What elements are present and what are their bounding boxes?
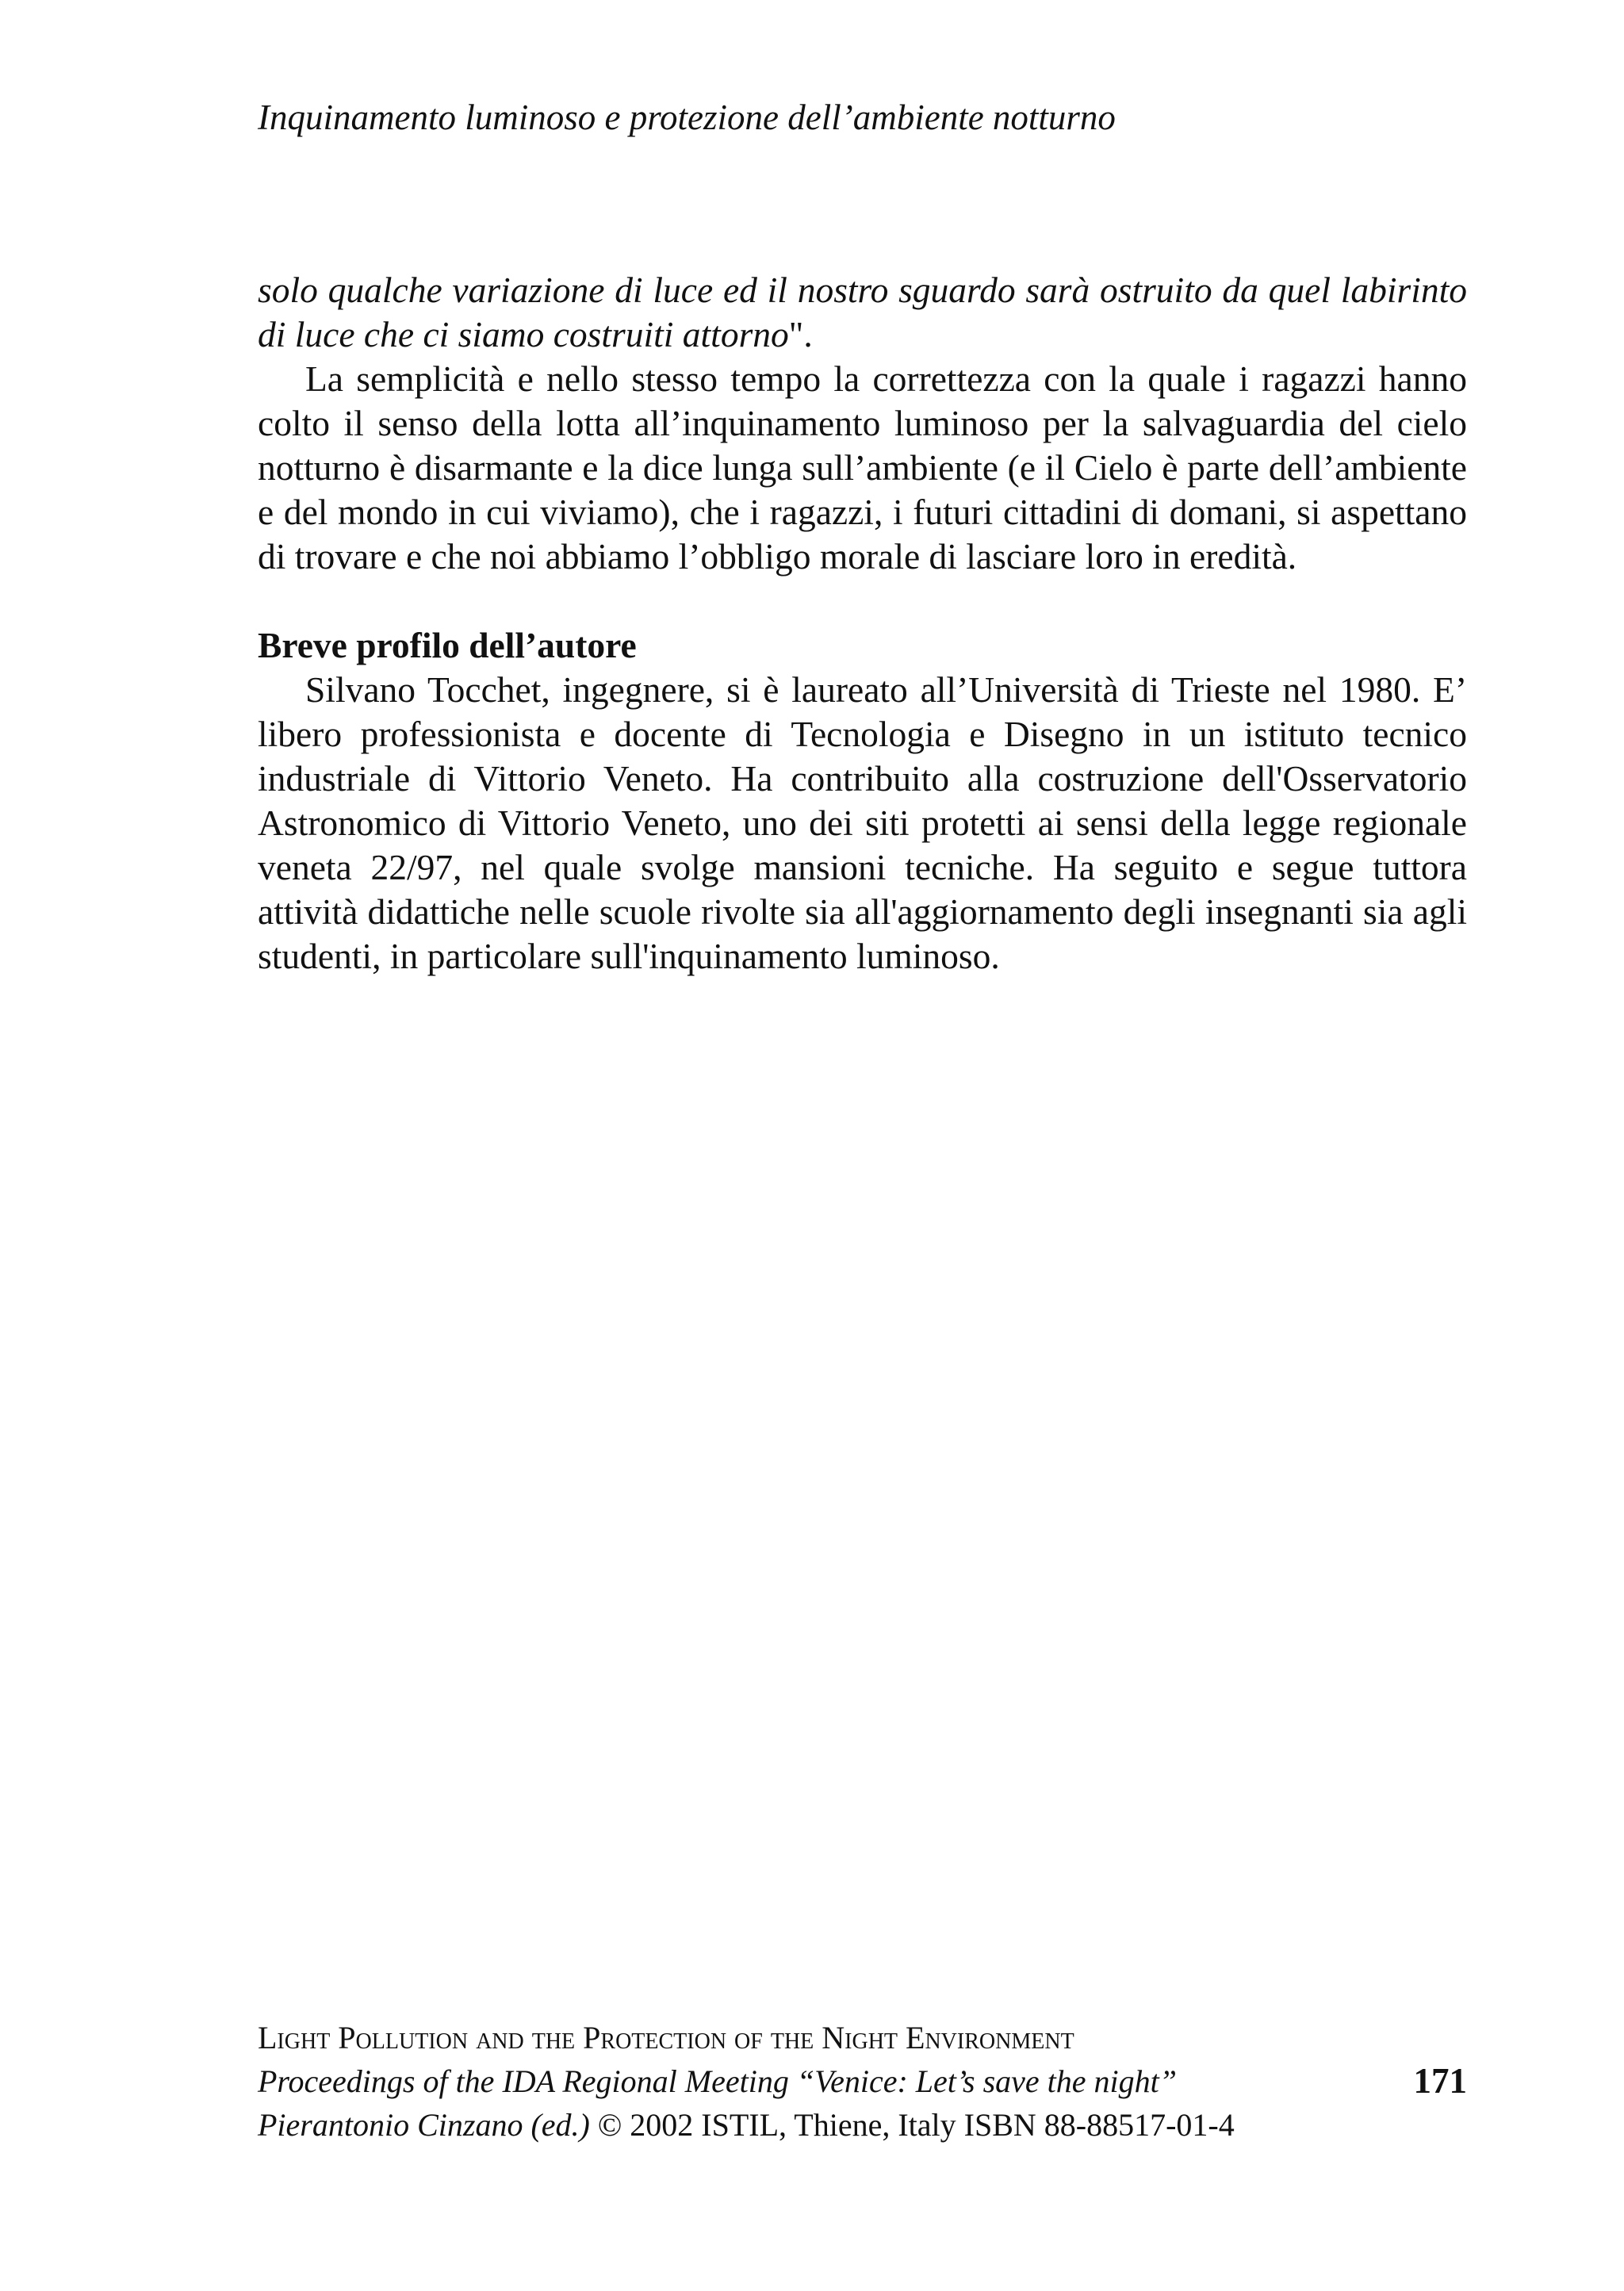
paragraph-1: La semplicità e nello stesso tempo la correttezza con la quale i ragazzi hanno colto il senso della lotta all’inquinamento luminoso per la salvaguardia del cielo notturno è disarmante e la dice lunga sull’ambiente (e il Cielo è parte dell’ambiente e del mondo in cui viviamo), che i ragazzi, i futuri cittadini di domani, si aspettano di trovare e che noi abbiamo l’obbligo morale di lasciare loro in eredità. bbox=[258, 358, 1467, 577]
footer-publication: © 2002 ISTIL, Thiene, Italy ISBN 88-88517-01-4 bbox=[597, 2107, 1235, 2143]
quote-end: ". bbox=[788, 314, 813, 354]
page-number: 171 bbox=[1413, 2061, 1467, 2101]
page-footer bbox=[258, 2016, 1467, 2147]
footer-editor: Pierantonio Cinzano (ed.) bbox=[258, 2107, 590, 2143]
section-heading: Breve profilo dell’autore bbox=[258, 625, 637, 665]
paragraph-2: Silvano Tocchet, ingegnere, si è laureato all’Università di Trieste nel 1980. E’ libero professionista e docente di Tecnologia e Disegno in un istituto tecnico industriale di Vittorio Veneto. Ha contribuito alla costruzione dell'Osservatorio Astronomico di Vittorio Veneto, uno dei siti protetti ai sensi della legge regionale veneta 22/97, nel quale svolge mansioni tecniche. Ha seguito e segue tuttora attività didattiche nelle scuole rivolte sia all'aggiornamento degli insegnanti sia agli studenti, in particolare sull'inquinamento luminoso. bbox=[258, 669, 1467, 976]
footer-proceedings: Proceedings of the IDA Regional Meeting “Venice: Let’s save the night” bbox=[258, 2063, 1178, 2099]
footer-series-title: Light Pollution and the Protection of the Night Environment bbox=[258, 2020, 1074, 2055]
main-text bbox=[258, 268, 1467, 979]
footer-publication-line bbox=[258, 2103, 1467, 2147]
quote-continuation: solo qualche variazione di luce ed il nostro sguardo sarà ostruito da quel labirinto di luce che ci siamo costruiti attorno bbox=[258, 270, 1467, 354]
quote-continuation-paragraph bbox=[258, 268, 1467, 357]
running-header: Inquinamento luminoso e protezione dell’ambiente notturno bbox=[258, 98, 1116, 137]
